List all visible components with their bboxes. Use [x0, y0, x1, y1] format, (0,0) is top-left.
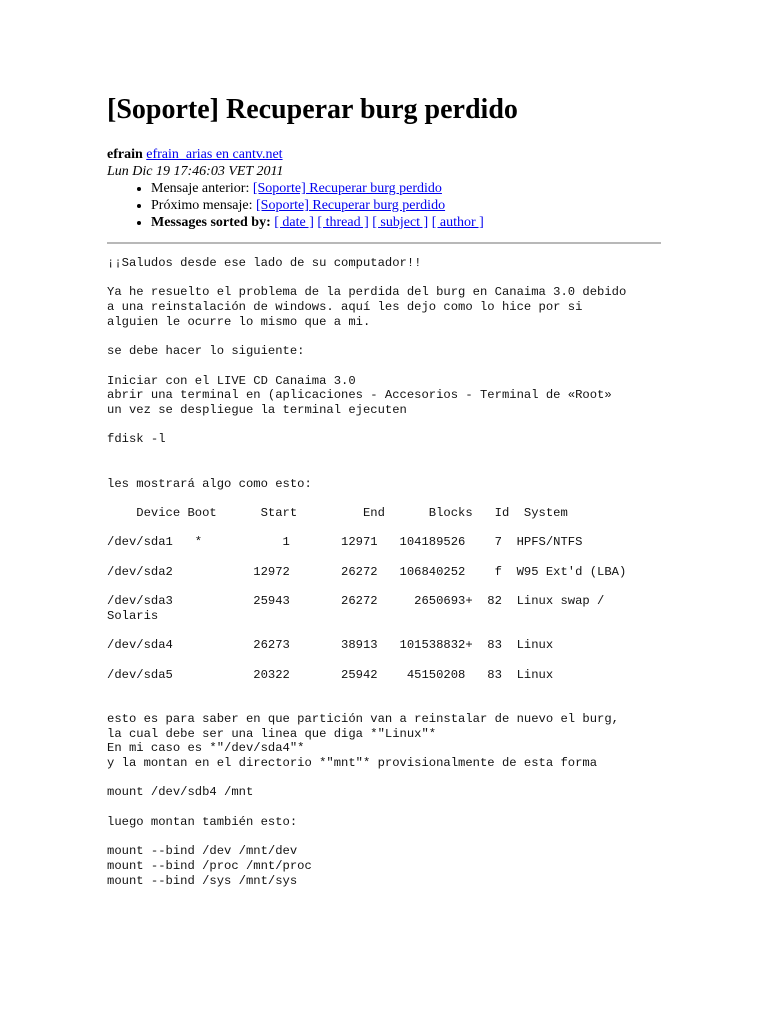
author-email-link[interactable]: efrain_arias en cantv.net	[146, 147, 283, 162]
nav-sorted	[151, 214, 667, 231]
intro-paragraph: Ya he resuelto el problema de la perdida del burg en Canaima 3.0 debido a una reinstalación de windows. aquí les dejo como lo hice por si alguien le ocurre lo mismo que a mi.	[107, 285, 627, 329]
nav-next	[151, 197, 667, 214]
also-mount-text: luego montan también esto:	[107, 814, 298, 829]
mount-command: mount /dev/sdb4 /mnt	[107, 785, 254, 800]
header-divider	[107, 242, 661, 244]
sort-by-author-link[interactable]: [ author ]	[431, 215, 484, 230]
message-body	[107, 256, 667, 888]
previous-message-link[interactable]: [Soporte] Recuperar burg perdido	[252, 181, 442, 196]
nav-previous	[151, 180, 667, 197]
sort-by-thread-link[interactable]: [ thread ]	[317, 215, 369, 230]
message-navigation	[107, 180, 667, 231]
fdisk-command: fdisk -l	[107, 432, 166, 447]
nav-previous-label: Mensaje anterior:	[151, 181, 253, 196]
partition-table-header: Device Boot Start End Blocks Id System	[107, 505, 568, 520]
steps-intro: se debe hacer lo siguiente:	[107, 344, 305, 359]
partition-row: /dev/sda4 26273 38913 101538832+ 83 Linux	[107, 638, 554, 653]
sorted-by-label: Messages sorted by:	[151, 215, 275, 230]
next-message-link[interactable]: [Soporte] Recuperar burg perdido	[256, 198, 446, 213]
partition-row: /dev/sda2 12972 26272 106840252 f W95 Ext'd (LBA)	[107, 564, 627, 579]
steps-paragraph: Iniciar con el LIVE CD Canaima 3.0 abrir una terminal en (aplicaciones - Accesorios - Terminal de «Root» un vez se despliegue la terminal ejecuten	[107, 373, 612, 418]
bind-mount-commands: mount --bind /dev /mnt/dev mount --bind /proc /mnt/proc mount --bind /sys /mnt/sys	[107, 844, 312, 888]
author-name: efrain	[107, 147, 143, 162]
output-intro: les mostrará algo como esto:	[107, 476, 312, 491]
partition-row: /dev/sda5 20322 25942 45150208 83 Linux	[107, 667, 554, 682]
partition-row: /dev/sda1 * 1 12971 104189526 7 HPFS/NTFS	[107, 535, 583, 550]
message-date: Lun Dic 19 17:46:03 VET 2011	[107, 164, 284, 179]
page-title: [Soporte] Recuperar burg perdido	[107, 94, 518, 125]
nav-next-label: Próximo mensaje:	[151, 198, 256, 213]
greeting-text: ¡¡Saludos desde ese lado de su computador!!	[107, 256, 422, 270]
explanation-paragraph: esto es para saber en que partición van a reinstalar de nuevo el burg, la cual debe ser una linea que diga *"Linux"* En mi caso es *"/dev/sda4"* y la montan en el directorio *"mnt"* provisionalmente de esta forma	[107, 711, 619, 770]
sort-by-subject-link[interactable]: [ subject ]	[372, 215, 429, 230]
message-page	[107, 92, 667, 888]
author-line	[107, 146, 667, 163]
partition-row: /dev/sda3 25943 26272 2650693+ 82 Linux swap / Solaris	[107, 594, 605, 623]
message-meta	[107, 146, 667, 231]
sort-by-date-link[interactable]: [ date ]	[274, 215, 314, 230]
